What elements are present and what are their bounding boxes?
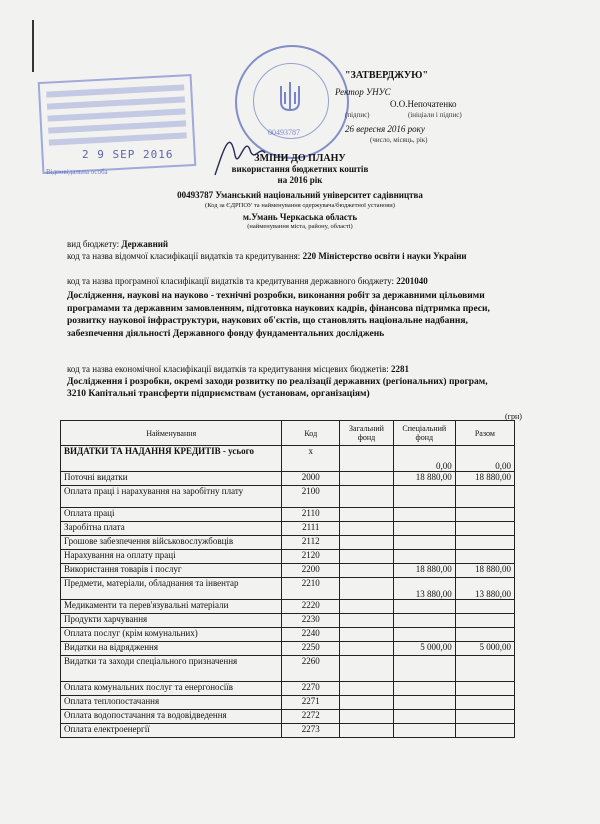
doc-city-hint: (найменування міста, району, області) — [247, 223, 353, 230]
row-name: Використання товарів і послуг — [61, 564, 282, 578]
row-general — [340, 710, 394, 724]
row-total — [455, 522, 514, 536]
table-row — [61, 710, 515, 724]
table-row — [61, 564, 515, 578]
budget-econ-desc: Дослідження і розробки, окремі заходи розвитку по реалізації державних (регіональних) програм, 3210 Капітальні трансферти підприємствам (установам, організаціям) — [67, 377, 488, 399]
budget-econ — [67, 364, 507, 375]
budget-type-label: вид бюджету: — [67, 239, 120, 249]
budget-program-desc: Дослідження, наукові на науково - технічні розробки, виконання робіт за державними цільовими програмами та державним замовленням, підготовка наукових кадрів, фінансова підтримка преси, розвитку наукової інфраструктури, наукових об'єктів, що становлять національне надбання, забезпечення діяльності Державного фонду фундаментальних досліджень — [67, 291, 490, 339]
table-row — [61, 522, 515, 536]
row-general — [340, 550, 394, 564]
row-general — [340, 536, 394, 550]
row-special: 13 880,00 — [393, 578, 455, 600]
row-name: Оплата теплопостачання — [61, 696, 282, 710]
row-special: 18 880,00 — [393, 564, 455, 578]
row-name: Грошове забезпечення військовослужбовців — [61, 536, 282, 550]
row-special — [393, 656, 455, 682]
row-special — [393, 628, 455, 642]
row-name: Оплата послуг (крім комунальних) — [61, 628, 282, 642]
row-general — [340, 578, 394, 600]
row-special — [393, 682, 455, 696]
approval-date: 26 вересня 2016 року — [345, 124, 425, 134]
table-row — [61, 536, 515, 550]
table-row — [61, 614, 515, 628]
doc-organization-hint: (Код за ЄДРПОУ та найменування одержувача/бюджетної установи) — [205, 202, 395, 209]
table-row — [61, 642, 515, 656]
row-general — [340, 564, 394, 578]
table-row — [61, 682, 515, 696]
row-code: 2220 — [282, 600, 340, 614]
budget-program — [67, 276, 507, 287]
row-name: Нарахування на оплату праці — [61, 550, 282, 564]
row-special — [393, 486, 455, 508]
row-general — [340, 508, 394, 522]
approval-sign-hint: (підпис) — [345, 111, 370, 119]
row-name: Видатки та заходи спеціального призначення — [61, 656, 282, 682]
row-code: 2200 — [282, 564, 340, 578]
row-general — [340, 486, 394, 508]
row-name: Оплата водопостачання та водовідведення — [61, 710, 282, 724]
row-name: Оплата праці і нарахування на заробітну плату — [61, 486, 282, 508]
row-special — [393, 550, 455, 564]
budget-program-label: код та назва програмної класифікації видатків та кредитування державного бюджету: — [67, 276, 394, 286]
table-row — [61, 696, 515, 710]
row-name: Предмети, матеріали, обладнання та інвентар — [61, 578, 282, 600]
budget-dept — [67, 251, 507, 262]
row-total: 18 880,00 — [455, 472, 514, 486]
row-code: 2110 — [282, 508, 340, 522]
row-general — [340, 628, 394, 642]
row-code: 2271 — [282, 696, 340, 710]
budget-dept-label: код та назва відомчої класифікації видатків та кредитування: — [67, 251, 301, 261]
row-name: Видатки на відрядження — [61, 642, 282, 656]
row-name: Оплата комунальних послуг та енергоносіїв — [61, 682, 282, 696]
row-code: 2240 — [282, 628, 340, 642]
row-code: 2270 — [282, 682, 340, 696]
table-row — [61, 472, 515, 486]
row-total — [455, 550, 514, 564]
row-total: 5 000,00 — [455, 642, 514, 656]
row-total — [455, 486, 514, 508]
approval-name-hint: (ініціали і підпис) — [408, 111, 462, 119]
col-header-name: Найменування — [61, 421, 282, 446]
row-general — [340, 642, 394, 656]
row-name: ВИДАТКИ ТА НАДАННЯ КРЕДИТІВ - усього — [61, 446, 282, 472]
approval-position: Ректор УНУС — [335, 87, 391, 97]
row-name: Продукти харчування — [61, 614, 282, 628]
row-total — [455, 682, 514, 696]
budget-type-value: Державний — [121, 239, 169, 249]
approval-title: "ЗАТВЕРДЖУЮ" — [345, 70, 428, 81]
row-special — [393, 508, 455, 522]
margin-mark — [32, 20, 34, 72]
row-name: Заробітна плата — [61, 522, 282, 536]
row-code: 2100 — [282, 486, 340, 508]
budget-program-value: 2201040 — [396, 276, 428, 286]
doc-organization: 00493787 Уманський національний університет садівництва — [177, 190, 423, 200]
table-row — [61, 628, 515, 642]
row-code: 2230 — [282, 614, 340, 628]
table-row — [61, 656, 515, 682]
row-special — [393, 696, 455, 710]
row-general — [340, 600, 394, 614]
row-general — [340, 696, 394, 710]
stamp-date: 2 9 SEP 2016 — [82, 148, 174, 161]
doc-subtitle: використання бюджетних коштів — [231, 164, 369, 174]
table-header-row — [61, 421, 515, 446]
row-code: 2260 — [282, 656, 340, 682]
row-total — [455, 724, 514, 738]
table-row — [61, 600, 515, 614]
row-code: 2112 — [282, 536, 340, 550]
row-code: 2272 — [282, 710, 340, 724]
row-total — [455, 696, 514, 710]
row-total — [455, 628, 514, 642]
budget-dept-value: 220 Міністерство освіти і науки України — [302, 251, 467, 261]
row-code: 2111 — [282, 522, 340, 536]
row-name: Оплата електроенергії — [61, 724, 282, 738]
doc-title: ЗМІНИ ДО ПЛАНУ — [254, 153, 346, 164]
table-row — [61, 446, 515, 472]
col-header-general: Загальний фонд — [340, 421, 394, 446]
seal-number: 00493787 — [268, 128, 300, 137]
row-general — [340, 472, 394, 486]
row-special — [393, 522, 455, 536]
row-name: Оплата праці — [61, 508, 282, 522]
row-total — [455, 710, 514, 724]
table-row — [61, 578, 515, 600]
col-header-total: Разом — [455, 421, 514, 446]
units-label: (грн) — [505, 412, 522, 421]
row-special — [393, 536, 455, 550]
doc-year: на 2016 рік — [277, 175, 323, 185]
budget-econ-label: код та назва економічної класифікації видатків та кредитування місцевих бюджетів: — [67, 364, 389, 374]
row-name: Поточні видатки — [61, 472, 282, 486]
budget-econ-value: 2281 — [391, 364, 410, 374]
row-special — [393, 614, 455, 628]
col-header-code: Код — [282, 421, 340, 446]
row-special: 18 880,00 — [393, 472, 455, 486]
row-code: 2273 — [282, 724, 340, 738]
doc-city: м.Умань Черкаська область — [242, 212, 358, 222]
trident-icon — [277, 80, 303, 116]
row-total — [455, 536, 514, 550]
row-general — [340, 522, 394, 536]
row-special: 0,00 — [393, 446, 455, 472]
row-total — [455, 656, 514, 682]
table-row — [61, 486, 515, 508]
row-general — [340, 446, 394, 472]
row-total — [455, 614, 514, 628]
budget-type — [67, 239, 507, 250]
table-row — [61, 550, 515, 564]
plan-table — [60, 420, 515, 738]
row-name: Медикаменти та перев'язувальні матеріали — [61, 600, 282, 614]
row-special — [393, 600, 455, 614]
stamp-foot: Відповідальна особа — [46, 168, 108, 176]
row-special: 5 000,00 — [393, 642, 455, 656]
row-total — [455, 600, 514, 614]
row-special — [393, 710, 455, 724]
row-general — [340, 682, 394, 696]
row-general — [340, 724, 394, 738]
row-code: 2120 — [282, 550, 340, 564]
row-total — [455, 508, 514, 522]
row-code: 2210 — [282, 578, 340, 600]
row-total: 13 880,00 — [455, 578, 514, 600]
row-general — [340, 614, 394, 628]
approval-date-hint: (число, місяць, рік) — [370, 136, 428, 144]
row-code: 2250 — [282, 642, 340, 656]
table-row — [61, 508, 515, 522]
row-code: 2000 — [282, 472, 340, 486]
approval-name: О.О.Непочатенко — [390, 99, 457, 109]
row-total: 0,00 — [455, 446, 514, 472]
row-code: x — [282, 446, 340, 472]
row-special — [393, 724, 455, 738]
row-general — [340, 656, 394, 682]
table-row — [61, 724, 515, 738]
col-header-special: Спеціальний фонд — [393, 421, 455, 446]
row-total: 18 880,00 — [455, 564, 514, 578]
